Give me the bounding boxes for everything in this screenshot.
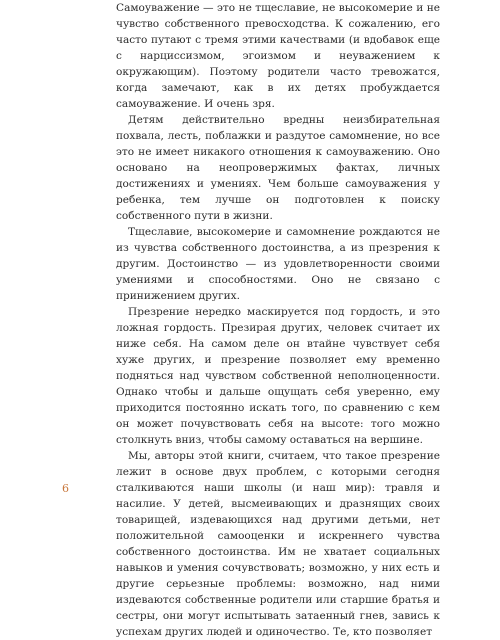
paragraph-2: Детям действительно вредны неизбирательная похвала, лесть, поблажки и раздутое самомнение, но все это не имеет никакого отношения к самоуважению. Оно основано на неопровержимых фактах, личных достижениях и умениях. Чем больше самоуважения у ребенка, тем лучше он подготовлен к поиску собственного пути в жизни. xyxy=(116,114,440,222)
page-number: 6 xyxy=(62,482,69,495)
paragraph-1: Самоуважение — это не тщеславие, не высокомерие и не чувство собственного превосходства. К сожалению, его часто путают с тремя этими качествами (и вдобавок еще с нарциссизмом, эгоизмом и неуважением к окружающим). Поэтому родители часто тревожатся, когда замечают, как в их детях пробуждается самоуважение. И очень зря. xyxy=(116,2,440,110)
paragraph-4: Презрение нередко маскируется под гордость, и это ложная гордость. Презирая других, человек считает их ниже себя. На самом деле он втайне чувствует себя хуже других, и презрение позволяет ему временно подняться над чувством собственной неполноценности. Однако чтобы и дальше ощущать себя уверенно, ему приходится постоянно искать того, по сравнению с кем он может почувствовать себя на высоте: того можно столкнуть вниз, чтобы самому оставаться на вершине. xyxy=(116,306,440,446)
book-page xyxy=(116,0,440,640)
paragraph-5: Мы, авторы этой книги, считаем, что такое презрение лежит в основе двух проблем, с которыми сегодня сталкиваются наши школы (и наш мир): травля и насилие. У детей, высмеивающих и дразнящих своих товарищей, издевающихся над другими детьми, нет положительной самооценки и искреннего чувства собственного достоинства. Им не хватает социальных навыков и умения сочувствовать; возможно, у них есть и другие серьезные проблемы: возможно, над ними издеваются собственные родители или старшие братья и сестры, они могут испытывать затаенный гнев, завись к успехам других людей и одиночество. Те, кто позволяет xyxy=(116,450,440,638)
paragraph-3: Тщеславие, высокомерие и самомнение рождаются не из чувства собственного достоинства, а из презрения к другим. Достоинство — из удовлетворенности своими умениями и способностями. Оно не связано с принижением других. xyxy=(116,226,440,302)
